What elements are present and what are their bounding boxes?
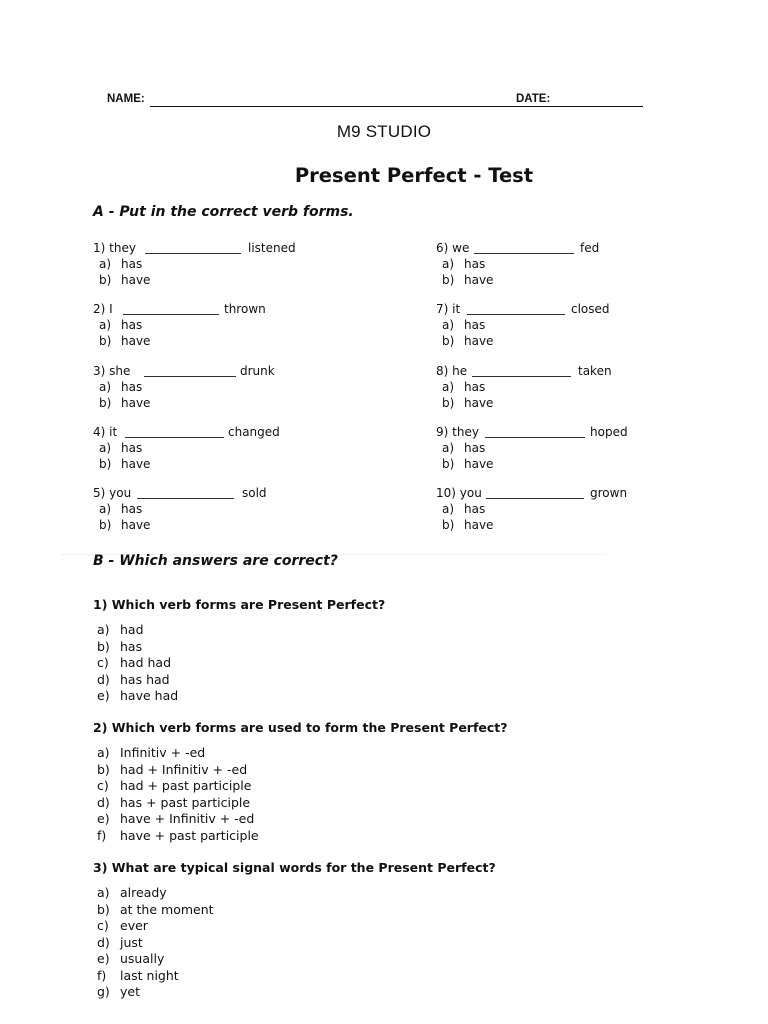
answer-letter: c) [97, 918, 109, 933]
option-text: have [121, 456, 151, 471]
question-3: 3) What are typical signal words for the Present Perfect? [93, 860, 496, 875]
page-title: Present Perfect - Test [294, 164, 534, 187]
section-b-heading: B - Which answers are correct? [93, 553, 338, 569]
answer-letter: c) [97, 655, 109, 670]
name-date-line [107, 93, 647, 109]
exercise-item-3 [93, 364, 323, 411]
option-b [93, 518, 323, 534]
option-letter: b) [99, 517, 112, 532]
option-text: have [464, 272, 494, 287]
answer-text: have had [120, 688, 179, 703]
answer-text: have + past participle [120, 827, 259, 843]
option-a [436, 441, 666, 457]
answer-blank [486, 498, 584, 499]
name-label: NAME: [107, 93, 145, 105]
item-verb: listened [248, 241, 296, 255]
item-number: 1) they [93, 241, 136, 255]
option-text: has [121, 380, 143, 394]
answer-option [97, 811, 259, 828]
answer-option [97, 951, 214, 968]
option-b [93, 273, 323, 289]
option-text: has [121, 257, 143, 271]
answer-text: have + Infinitiv + -ed [120, 811, 255, 826]
question-3-answers [97, 885, 214, 1001]
exercise-item-7 [436, 302, 666, 349]
item-number: 10) you [436, 486, 482, 500]
answer-option [97, 622, 178, 639]
answer-letter: a) [97, 885, 110, 900]
answer-option [97, 935, 214, 952]
answer-text: has had [120, 671, 170, 687]
option-text: has [121, 318, 143, 332]
item-number: 9) they [436, 425, 479, 439]
exercise-item-9 [436, 425, 666, 472]
option-letter: a) [442, 441, 455, 455]
option-letter: b) [99, 456, 112, 471]
option-b [93, 396, 323, 412]
question-2-answers [97, 745, 259, 844]
option-text: has [121, 441, 143, 455]
option-text: have [464, 333, 494, 348]
option-letter: a) [442, 318, 455, 332]
option-text: have [121, 395, 151, 410]
item-verb: thrown [224, 302, 266, 316]
option-letter: a) [99, 441, 112, 455]
item-number: 5) you [93, 486, 132, 500]
option-text: has [121, 502, 143, 516]
answer-letter: f) [97, 967, 107, 983]
answer-text: last night [120, 967, 179, 983]
date-label: DATE: [516, 93, 551, 105]
answer-blank [144, 376, 236, 377]
answer-text: has + past participle [120, 794, 251, 810]
option-b [436, 334, 666, 350]
item-verb: changed [228, 425, 280, 439]
answer-blank [145, 253, 241, 254]
option-text: have [464, 456, 494, 471]
option-a [93, 441, 323, 457]
question-2: 2) Which verb forms are used to form the Present Perfect? [93, 720, 508, 735]
exercise-item-1 [93, 241, 323, 288]
option-text: have [121, 517, 151, 532]
option-letter: b) [99, 395, 112, 410]
answer-letter: f) [97, 827, 107, 843]
answer-option [97, 918, 214, 935]
item-number: 8) he [436, 364, 468, 378]
exercise-item-4 [93, 425, 323, 472]
option-a [93, 380, 323, 396]
option-letter: a) [442, 380, 455, 394]
option-text: has [464, 441, 486, 455]
item-number: 7) it [436, 302, 461, 316]
option-letter: a) [99, 318, 112, 332]
option-letter: a) [99, 502, 112, 516]
answer-blank [485, 437, 585, 438]
answer-option [97, 655, 178, 672]
answer-letter: b) [97, 761, 110, 777]
option-a [436, 502, 666, 518]
question-1: 1) Which verb forms are Present Perfect? [93, 597, 386, 612]
answer-letter: a) [97, 622, 110, 637]
answer-letter: e) [97, 688, 110, 703]
item-number: 2) I [93, 302, 113, 316]
exercise-item-5 [93, 486, 323, 533]
section-a-heading: A - Put in the correct verb forms. [93, 204, 354, 220]
studio-name: M9 STUDIO [336, 122, 432, 141]
answer-option [97, 902, 214, 919]
exercise-item-2 [93, 302, 323, 349]
answer-option [97, 984, 214, 1001]
option-letter: a) [99, 380, 112, 394]
option-a [93, 257, 323, 273]
item-verb: sold [242, 486, 267, 500]
option-b [93, 457, 323, 473]
answer-blank [123, 314, 219, 315]
answer-letter: g) [97, 984, 110, 999]
answer-text: already [120, 885, 167, 900]
answer-blank [472, 376, 571, 377]
option-a [436, 257, 666, 273]
option-letter: a) [442, 502, 455, 516]
option-letter: a) [99, 257, 112, 271]
answer-letter: d) [97, 934, 110, 950]
option-letter: b) [442, 517, 455, 532]
option-letter: b) [442, 333, 455, 348]
answer-option [97, 795, 259, 812]
question-1-answers [97, 622, 178, 705]
option-b [436, 273, 666, 289]
answer-text: had [120, 622, 144, 637]
option-letter: b) [442, 456, 455, 471]
option-text: have [121, 333, 151, 348]
answer-letter: b) [97, 638, 110, 654]
option-b [436, 518, 666, 534]
answer-option [97, 745, 259, 762]
item-verb: taken [578, 364, 612, 378]
item-verb: grown [590, 486, 628, 500]
answer-option [97, 688, 178, 705]
option-a [436, 318, 666, 334]
answer-text: had + Infinitiv + -ed [120, 761, 248, 777]
answer-letter: e) [97, 951, 110, 966]
option-letter: b) [442, 272, 455, 287]
option-text: have [121, 272, 151, 287]
answer-option [97, 672, 178, 689]
answer-text: had had [120, 655, 172, 670]
exercise-item-6 [436, 241, 666, 288]
option-text: have [464, 395, 494, 410]
option-a [436, 380, 666, 396]
option-b [436, 396, 666, 412]
item-verb: drunk [240, 364, 275, 378]
option-a [93, 318, 323, 334]
item-verb: fed [580, 241, 600, 255]
option-letter: a) [442, 257, 455, 271]
option-b [93, 334, 323, 350]
answer-option [97, 762, 259, 779]
option-letter: b) [99, 272, 112, 287]
answer-option [97, 885, 214, 902]
option-text: has [464, 318, 486, 332]
answer-option [97, 828, 259, 845]
answer-text: Infinitiv + -ed [120, 745, 206, 760]
option-a [93, 502, 323, 518]
date-blank-line [551, 106, 643, 107]
option-text: have [464, 517, 494, 532]
option-text: has [464, 380, 486, 394]
answer-blank [467, 314, 565, 315]
exercise-item-8 [436, 364, 666, 411]
option-text: has [464, 257, 486, 271]
answer-text: yet [120, 984, 140, 999]
answer-option [97, 639, 178, 656]
answer-text: usually [120, 951, 165, 966]
answer-letter: b) [97, 901, 110, 917]
answer-blank [137, 498, 234, 499]
item-number: 4) it [93, 425, 118, 439]
option-letter: b) [99, 333, 112, 348]
item-number: 3) she [93, 364, 131, 378]
answer-blank [125, 437, 224, 438]
answer-text: at the moment [120, 901, 214, 917]
option-letter: b) [442, 395, 455, 410]
answer-letter: d) [97, 794, 110, 810]
answer-text: just [120, 934, 143, 950]
name-blank-line [150, 106, 612, 107]
answer-blank [474, 253, 574, 254]
item-verb: closed [571, 302, 610, 316]
answer-option [97, 968, 214, 985]
answer-letter: e) [97, 811, 110, 826]
exercise-item-10 [436, 486, 666, 533]
answer-option [97, 778, 259, 795]
answer-text: ever [120, 918, 148, 933]
answer-text: had + past participle [120, 778, 252, 793]
item-verb: hoped [590, 425, 628, 439]
answer-letter: c) [97, 778, 109, 793]
option-b [436, 457, 666, 473]
item-number: 6) we [436, 241, 470, 255]
answer-letter: a) [97, 745, 110, 760]
option-text: has [464, 502, 486, 516]
answer-text: has [120, 638, 143, 654]
answer-letter: d) [97, 671, 110, 687]
